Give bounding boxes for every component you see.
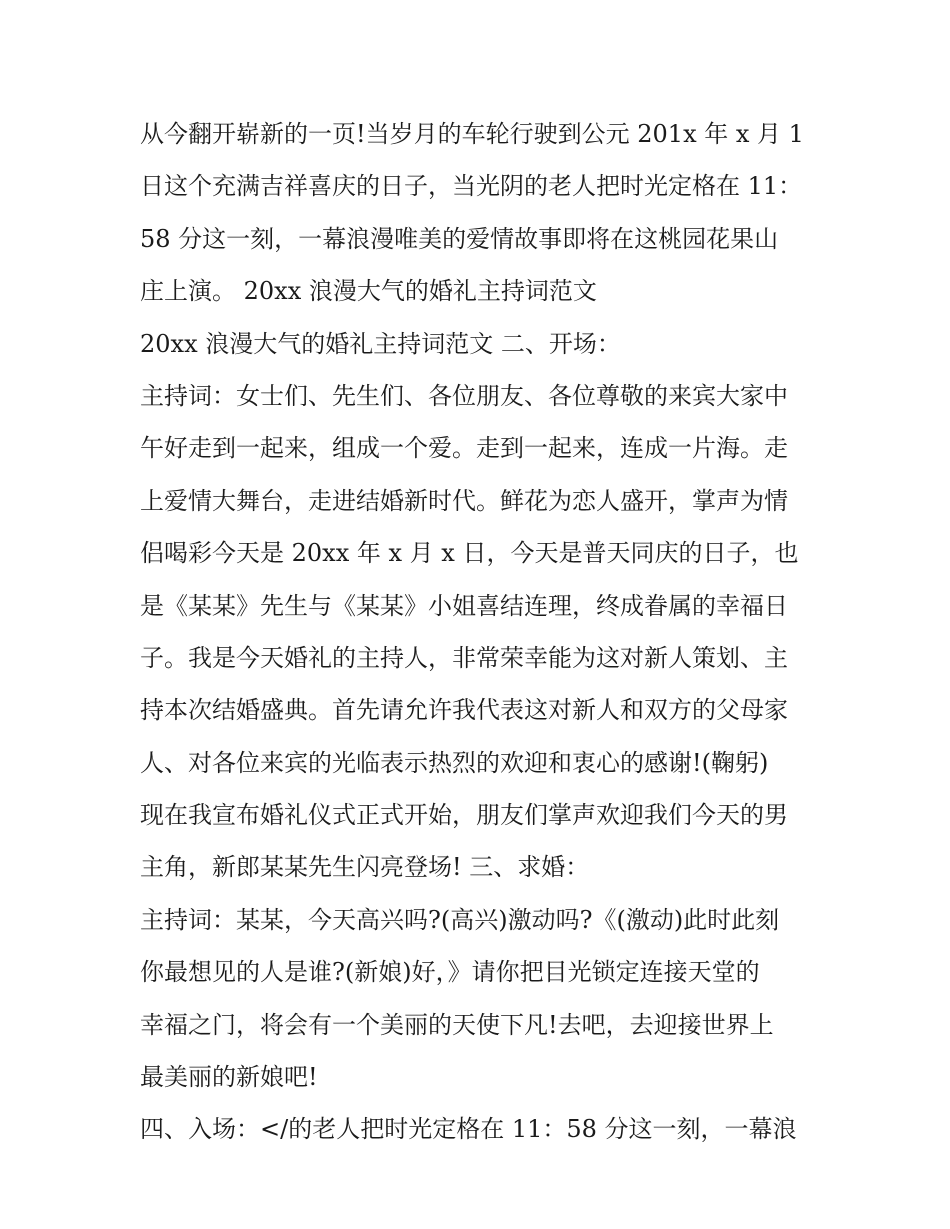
text-line: 58 分这一刻，一幕浪漫唯美的爱情故事即将在这桃园花果山 xyxy=(140,224,779,253)
text-line: 20xx 浪漫大气的婚礼主持词范文 二、开场： xyxy=(140,329,621,358)
text-line: 午好走到一起来，组成一个爱。走到一起来，连成一片海。走 xyxy=(140,434,788,463)
text-line: 主角，新郎某某先生闪亮登场! 三、求婚： xyxy=(140,853,590,882)
text-line: 你最想见的人是谁?(新娘)好，》请你把目光锁定连接天堂的 xyxy=(140,958,760,987)
body-text xyxy=(140,108,820,1156)
text-line: 子。我是今天婚礼的主持人，非常荣幸能为这对新人策划、主 xyxy=(140,643,788,672)
text-line: 主持词：女士们、先生们、各位朋友、各位尊敬的来宾大家中 xyxy=(140,381,788,410)
text-line: 四、入场：</的老人把时光定格在 11：58 分这一刻，一幕浪 xyxy=(140,1115,797,1144)
text-line: 现在我宣布婚礼仪式正式开始，朋友们掌声欢迎我们今天的男 xyxy=(140,801,788,830)
text-line: 侣喝彩今天是 20xx 年 x 月 x 日，今天是普天同庆的日子，也 xyxy=(140,539,799,568)
text-line: 庄上演。 20xx 浪漫大气的婚礼主持词范文 xyxy=(140,277,597,306)
text-line: 最美丽的新娘吧! xyxy=(140,1063,318,1092)
text-line: 是《某某》先生与《某某》小姐喜结连理，终成眷属的幸福日 xyxy=(140,591,788,620)
text-line: 人、对各位来宾的光临表示热烈的欢迎和衷心的感谢!(鞠躬) xyxy=(140,748,769,777)
text-line: 从今翻开崭新的一页!当岁月的车轮行驶到公元 201x 年 x 月 1 xyxy=(140,120,804,148)
text-line: 日这个充满吉祥喜庆的日子，当光阴的老人把时光定格在 11： xyxy=(140,172,803,201)
text-line: 上爱情大舞台，走进结婚新时代。鲜花为恋人盛开，掌声为情 xyxy=(140,486,788,515)
text-line: 持本次结婚盛典。首先请允许我代表这对新人和双方的父母家 xyxy=(140,696,788,725)
text-line: 主持词：某某，今天高兴吗?(高兴)激动吗?《(激动)此时此刻 xyxy=(140,905,780,934)
text-line: 幸福之门，将会有一个美丽的天使下凡!去吧，去迎接世界上 xyxy=(140,1010,774,1039)
